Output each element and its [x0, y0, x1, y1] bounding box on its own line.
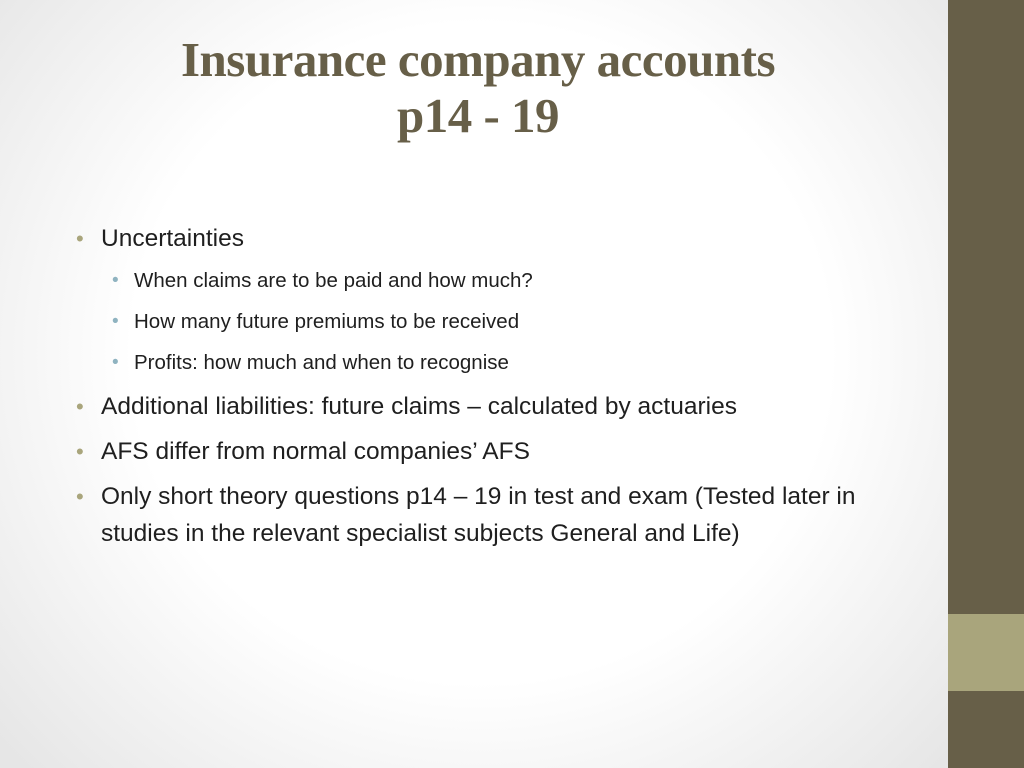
- bullet-list: [76, 220, 906, 560]
- bullet-text: When claims are to be paid and how much?: [134, 269, 533, 292]
- bullet-text: How many future premiums to be received: [134, 310, 520, 333]
- bullet-icon: •: [76, 226, 84, 251]
- sub-bullet-item: [76, 347, 906, 379]
- bullet-item: [76, 388, 906, 425]
- slide-title: [60, 32, 896, 144]
- bullet-icon: •: [76, 394, 84, 419]
- sub-bullet-item: [76, 265, 906, 297]
- bullet-text: AFS differ from normal companies’ AFS: [101, 438, 530, 465]
- bullet-item: [76, 478, 906, 552]
- bullet-icon: •: [112, 270, 119, 291]
- bullet-icon: •: [112, 311, 119, 332]
- bullet-text: Additional liabilities: future claims – calculated by actuaries: [101, 393, 737, 420]
- bullet-text: Profits: how much and when to recognise: [134, 351, 509, 374]
- slide-title-line-2: p14 - 19: [396, 88, 560, 143]
- bullet-icon: •: [112, 352, 119, 373]
- slide-title-line-1: Insurance company accounts: [180, 32, 776, 87]
- bullet-icon: •: [76, 439, 84, 464]
- bullet-item: [76, 220, 906, 257]
- bullet-text: Only short theory questions p14 – 19 in test and exam (Tested later in studies in the relevant specialist subjects General and Life): [101, 483, 856, 547]
- theme-sidebar-accent: [948, 614, 1024, 691]
- bullet-text: Uncertainties: [101, 225, 244, 252]
- bullet-item: [76, 433, 906, 470]
- bullet-icon: •: [76, 484, 84, 509]
- sub-bullet-item: [76, 306, 906, 338]
